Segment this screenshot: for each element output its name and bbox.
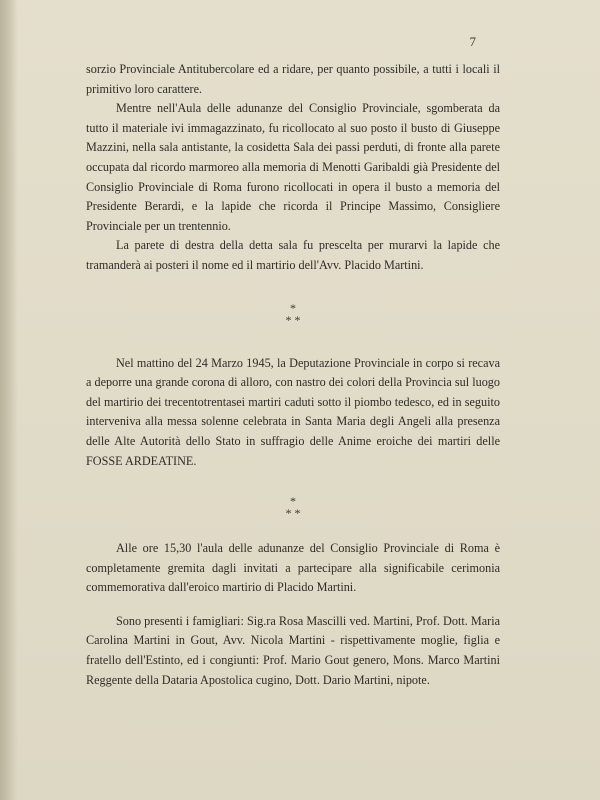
separator-bottom-stars: * * (285, 312, 301, 327)
section-separator-2 (86, 495, 500, 519)
paragraph-2: Mentre nell'Aula delle adunanze del Consiglio Provinciale, sgomberata da tutto il materiale ivi immagazzinato, fu ricollocato al suo posto il busto di Giuseppe Mazzini, nella sala antistante, la cosidetta Sala dei passi perduti, di fronte alla parete occupata dal ricordo marmoreo alla memoria di Menotti Garibaldi già Presidente del Consiglio Provinciale di Roma furono ricollocati in opera il busto a memoria del Presidente Berardi, e la lapide che ricorda il Principe Massimo, Consigliere Provinciale per un trentennio. (86, 101, 500, 233)
paragraph-1: sorzio Provinciale Antitubercolare ed a ridare, per quanto possibile, a tutti i locali il primitivo loro carattere. (86, 62, 500, 96)
page-binding-shadow (0, 0, 18, 800)
separator-bottom-stars: * * (285, 506, 301, 521)
separator-top-star: * (290, 300, 296, 315)
section-separator-1 (86, 302, 500, 326)
paragraph-4: Nel mattino del 24 Marzo 1945, la Deputazione Provinciale in corpo si recava a deporre una grande corona di alloro, con nastro dei colori della Provincia sul luogo del martirio dei trecentotrentasei martiri caduti sotto il piombo tedesco, ed in seguito interveniva alla messa solenne celebrata in Santa Maria degli Angeli alla presenza delle Alte Autorità dello Stato in suffragio delle Anime eroiche dei martiri delle FOSSE ARDEATINE. (86, 355, 500, 468)
paragraph-5: Alle ore 15,30 l'aula delle adunanze del Consiglio Provinciale di Roma è completamente gremita dagli invitati a partecipare alla significabile cerimonia commemorativa dall'eroico martirio di Placido Martini. (86, 541, 500, 595)
paragraph-6: Sono presenti i famigliari: Sig.ra Rosa Mascilli ved. Martini, Prof. Dott. Maria Carolina Martini in Gout, Avv. Nicola Martini - rispettivamente moglie, figlia e fratello dell'Estinto, ed i congiunti: Prof. Mario Gout genero, Mons. Marco Martini Reggente della Dataria Apostolica cugino, Dott. Dario Martini, nipote. (86, 613, 500, 687)
paragraph-3: La parete di destra della detta sala fu prescelta per murarvi la lapide che tramanderà ai posteri il nome ed il martirio dell'Avv. Placido Martini. (86, 238, 500, 272)
page-number: 7 (469, 34, 476, 49)
separator-top-star: * (290, 494, 296, 509)
document-body (86, 60, 500, 690)
